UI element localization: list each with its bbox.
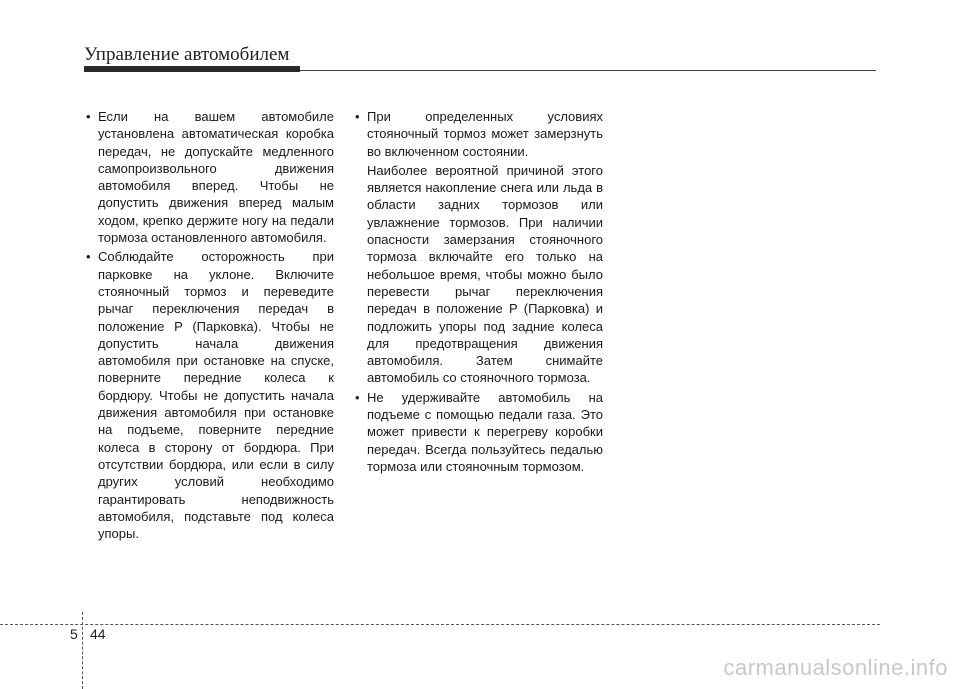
bullet-item-freezing-brake: [355, 108, 603, 387]
bullet-text: Если на вашем автомобиле установлена автоматическая коробка передач, не допускайте медленного самопроизвольного движения автомобиля вперед. Чтобы не допустить движения вперед малым ходом, крепко держите ногу на педали тормоза остановленного автомобиля.: [98, 109, 334, 246]
bullet-text: Не удерживайте автомобиль на подъеме с помощью педали газа. Это может привести к перегреву коробки передач. Всегда пользуйтесь педалью тормоза или стояночным тормозом.: [367, 389, 603, 474]
header-rule-thick: [84, 66, 300, 72]
page-header-title: Управление автомобилем: [84, 44, 290, 65]
bullet-extra-paragraph: Наиболее вероятной причиной этого является накопление снега или льда в области задних тормозов или увлажнение тормозов. При наличии опасности замерзания стояночного тормоза включайте его только на небольшое время, чтобы можно было перевести рычаг переключения передач в положение P (Парковка) и подложить упоры под задние колеса для предотвращения движения автомобиля. Затем снимайте автомобиль со стояночного тормоза.: [367, 162, 603, 386]
footer-rule-vertical: [82, 612, 83, 689]
bullet-item-gas-pedal: [355, 389, 603, 475]
bullet-text: Соблюдайте осторожность при парковке на уклоне. Включите стояночный тормоз и переведите рычаг переключения передач в положение P (Парковка). Чтобы не допустить начала движения автомобиля при остановке на спуске, поверните передние колеса к бордюру. Чтобы не допустить начала движения автомобиля при остановке на подъеме, поверните передние колеса в сторону от бордюра. При отсутствии бордюра, или если в силу других условий необходимо гарантировать неподвижность автомобиля, подставьте под колеса упоры.: [98, 249, 334, 542]
page-number: 44: [90, 626, 106, 642]
bullet-item-creep: [86, 108, 334, 246]
right-column: [355, 108, 603, 477]
bullet-text: При определенных условиях стояночный тормоз может замерзнуть во включенном состоянии.: [367, 109, 603, 159]
footer-rule-horizontal: [0, 624, 880, 625]
left-column: [86, 108, 334, 544]
header-rule-thin: [300, 70, 876, 71]
bullet-item-slope-parking: [86, 248, 334, 542]
chapter-number: 5: [70, 626, 78, 642]
watermark-text: carmanualsonline.info: [723, 655, 948, 680]
